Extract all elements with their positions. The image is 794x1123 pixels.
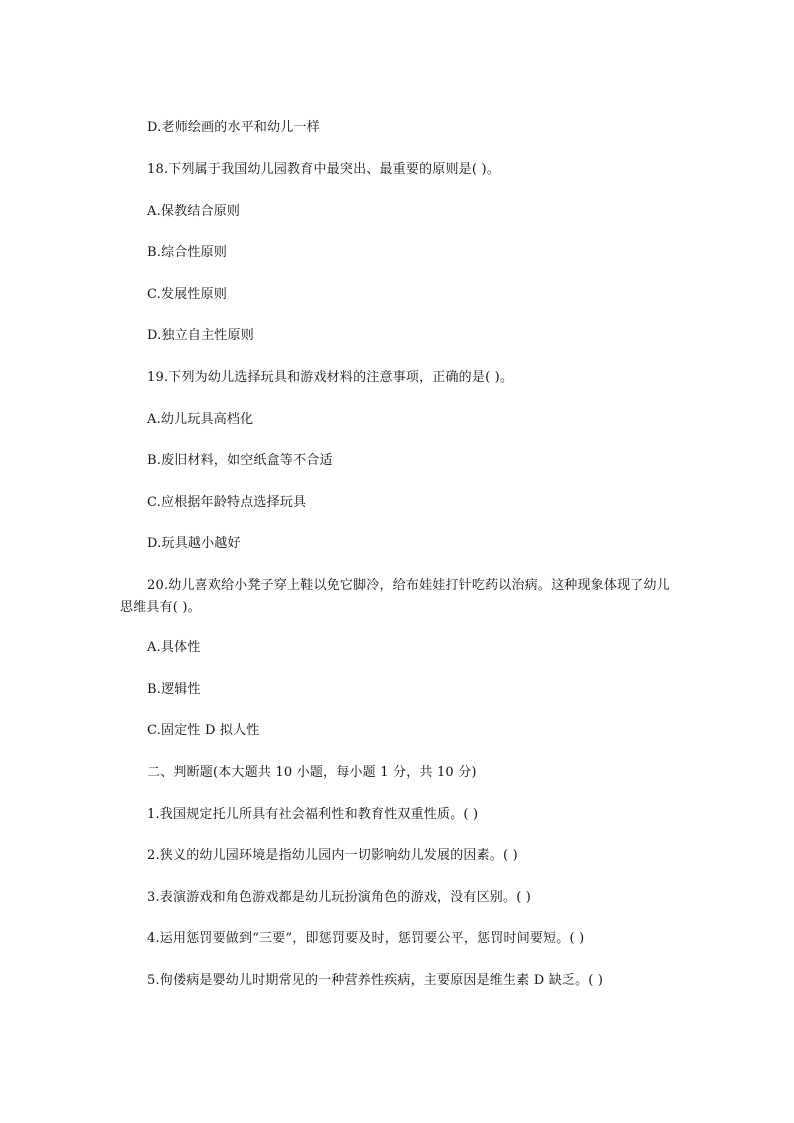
option-19-c: C.应根据年龄特点选择玩具 — [147, 495, 307, 510]
judgment-5: 5.佝偻病是婴幼儿时期常见的一种营养性疾病，主要原因是维生素 D 缺乏。( ) — [147, 973, 604, 988]
judgment-1: 1.我国规定托儿所具有社会福利性和教育性双重性质。( ) — [147, 807, 479, 822]
option-19-a: A.幼儿玩具高档化 — [147, 412, 254, 427]
option-19-b: B.废旧材料，如空纸盒等不合适 — [147, 453, 333, 468]
judgment-3: 3.表演游戏和角色游戏都是幼儿玩扮演角色的游戏，没有区别。( ) — [147, 890, 532, 905]
judgment-4: 4.运用惩罚要做到“三要”，即惩罚要及时，惩罚要公平，惩罚时间要短。( ) — [147, 931, 585, 946]
option-18-b: B.综合性原则 — [147, 245, 228, 260]
option-18-c: C.发展性原则 — [147, 287, 228, 302]
option-18-a: A.保教结合原则 — [147, 204, 241, 219]
option-20-b: B.逻辑性 — [147, 682, 201, 697]
option-19-d: D.玩具越小越好 — [147, 536, 241, 551]
section-heading-true-false: 二、判断题(本大题共 10 小题，每小题 1 分，共 10 分) — [147, 765, 477, 780]
question-19: 19.下列为幼儿选择玩具和游戏材料的注意事项，正确的是( )。 — [147, 370, 514, 385]
question-20: 20.幼儿喜欢给小凳子穿上鞋以免它脚冷，给布娃娃打针吃药以治病。这种现象体现了幼儿思维具有( )。 — [120, 578, 670, 615]
option-20-a: A.具体性 — [147, 640, 201, 655]
option-17-d: D.老师绘画的水平和幼儿一样 — [147, 120, 320, 135]
judgment-2: 2.狭义的幼儿园环境是指幼儿园内一切影响幼儿发展的因素。( ) — [147, 848, 518, 863]
option-18-d: D.独立自主性原则 — [147, 328, 254, 343]
option-20-c-d: C.固定性 D 拟人性 — [147, 723, 260, 738]
question-18: 18.下列属于我国幼儿园教育中最突出、最重要的原则是( )。 — [147, 162, 500, 177]
